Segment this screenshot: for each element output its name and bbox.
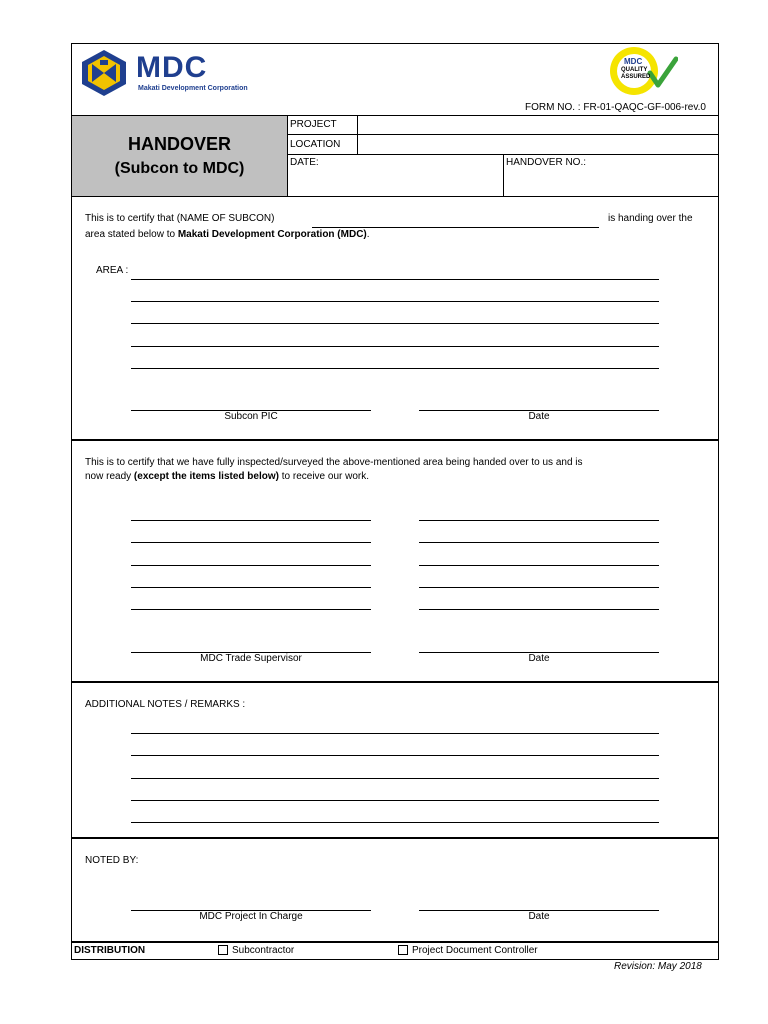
certify-suffix: is handing over the bbox=[608, 213, 693, 224]
location-field[interactable] bbox=[358, 135, 718, 153]
subcon-date-label: Date bbox=[528, 411, 550, 422]
notes-label: ADDITIONAL NOTES / REMARKS : bbox=[85, 699, 246, 710]
document-controller-option-label: Project Document Controller bbox=[412, 945, 538, 956]
notes-line[interactable] bbox=[131, 822, 659, 823]
handover-no-field[interactable] bbox=[504, 168, 718, 196]
distribution-label: DISTRIBUTION bbox=[74, 945, 146, 956]
project-document-controller-checkbox[interactable] bbox=[398, 945, 408, 955]
date-label: DATE: bbox=[290, 157, 319, 168]
badge-line1: QUALITY bbox=[621, 67, 648, 73]
exception-line-left[interactable] bbox=[131, 587, 371, 588]
title-sub: (Subcon to MDC) bbox=[114, 160, 245, 177]
exception-line-left[interactable] bbox=[131, 542, 371, 543]
subcon-pic-label: Subcon PIC bbox=[224, 411, 278, 422]
notes-line[interactable] bbox=[131, 778, 659, 779]
quality-assured-badge bbox=[606, 45, 678, 97]
certify-line2: area stated below to Makati Development Corporation (MDC). bbox=[85, 229, 370, 240]
inspection-line1: This is to certify that we have fully inspected/surveyed the above-mentioned area being handed over to us and is bbox=[85, 457, 583, 468]
badge-brand: MDC bbox=[624, 57, 643, 66]
subcontractor-option-label: Subcontractor bbox=[232, 945, 295, 956]
noted-by-label: NOTED BY: bbox=[85, 855, 139, 866]
subcon-name-field[interactable] bbox=[312, 227, 599, 228]
form-number: FORM NO. : FR-01-QAQC-GF-006-rev.0 bbox=[525, 102, 706, 113]
exception-line-left[interactable] bbox=[131, 520, 371, 521]
location-label: LOCATION bbox=[290, 139, 341, 150]
project-field[interactable] bbox=[358, 116, 718, 134]
revision-note: Revision: May 2018 bbox=[614, 961, 702, 972]
exception-line-left[interactable] bbox=[131, 565, 371, 566]
project-label: PROJECT bbox=[290, 119, 337, 130]
handover-no-label: HANDOVER NO.: bbox=[506, 157, 587, 168]
supervisor-date-label: Date bbox=[528, 653, 550, 664]
logo-subtext: Makati Development Corporation bbox=[138, 85, 248, 92]
mdc-logo-icon bbox=[78, 48, 130, 98]
exception-line-right[interactable] bbox=[419, 520, 659, 521]
date-field[interactable] bbox=[288, 168, 502, 196]
area-line[interactable] bbox=[131, 301, 659, 302]
exception-line-left[interactable] bbox=[131, 609, 371, 610]
badge-line2: ASSURED bbox=[621, 74, 651, 80]
title-block bbox=[71, 115, 288, 197]
inspection-line2: now ready (except the items listed below) to receive our work. bbox=[85, 471, 370, 482]
area-line[interactable] bbox=[131, 279, 659, 280]
project-in-charge-label: MDC Project In Charge bbox=[199, 911, 303, 922]
notes-line[interactable] bbox=[131, 755, 659, 756]
subcontractor-checkbox[interactable] bbox=[218, 945, 228, 955]
project-in-charge-date-label: Date bbox=[528, 911, 550, 922]
exception-line-right[interactable] bbox=[419, 587, 659, 588]
certify-prefix: This is to certify that (NAME OF SUBCON) bbox=[85, 213, 275, 224]
exception-line-right[interactable] bbox=[419, 542, 659, 543]
notes-line[interactable] bbox=[131, 733, 659, 734]
mdc-logo bbox=[78, 48, 248, 98]
area-label: AREA : bbox=[96, 265, 129, 276]
area-line[interactable] bbox=[131, 323, 659, 324]
area-line[interactable] bbox=[131, 346, 659, 347]
distribution-row bbox=[71, 942, 719, 960]
section-noted-by bbox=[71, 838, 719, 942]
logo-text: MDC bbox=[136, 51, 208, 84]
title-main: HANDOVER bbox=[127, 134, 231, 154]
supervisor-label: MDC Trade Supervisor bbox=[200, 653, 302, 664]
notes-line[interactable] bbox=[131, 800, 659, 801]
exception-line-right[interactable] bbox=[419, 609, 659, 610]
exception-line-right[interactable] bbox=[419, 565, 659, 566]
area-line[interactable] bbox=[131, 368, 659, 369]
